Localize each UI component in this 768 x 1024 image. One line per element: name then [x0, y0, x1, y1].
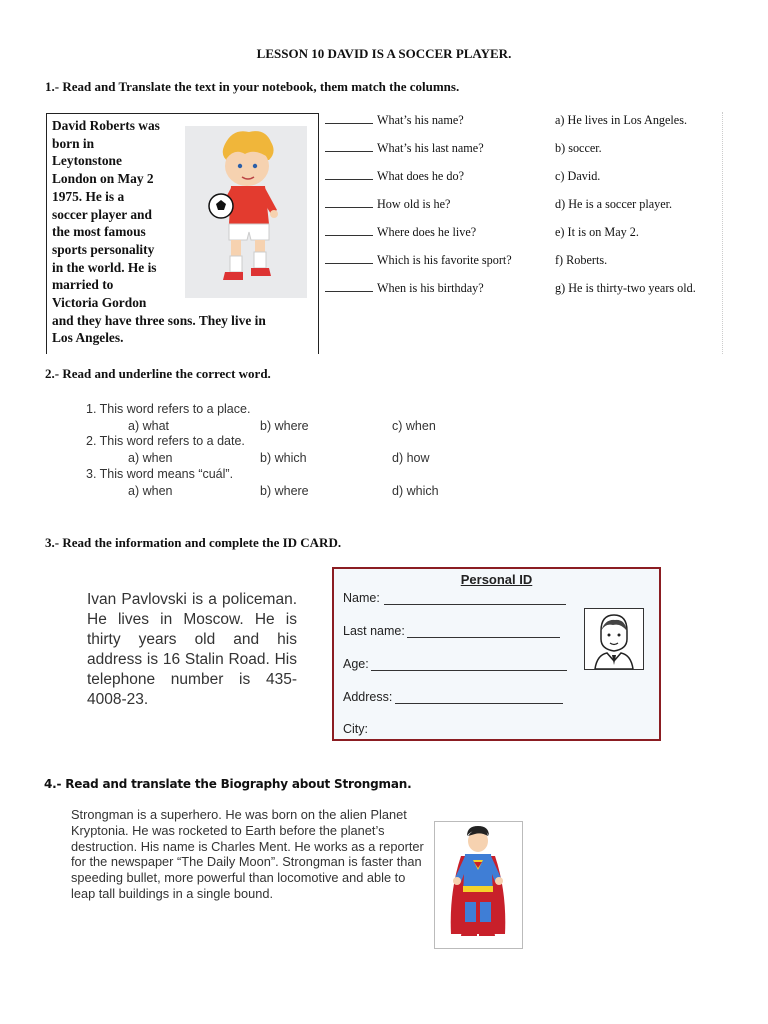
question-row — [325, 141, 555, 156]
exercise-option[interactable]: a) when — [128, 484, 173, 498]
question-row — [325, 225, 555, 240]
id-field-last-name[interactable] — [343, 624, 578, 638]
answer-blank[interactable] — [325, 169, 373, 180]
person-portrait-icon — [584, 608, 644, 670]
answer-blank[interactable] — [325, 197, 373, 208]
field-label: Last name: — [343, 624, 405, 638]
question-text: Which is his favorite sport? — [377, 253, 512, 267]
question-text: What does he do? — [377, 169, 464, 183]
answer-option: e) It is on May 2. — [555, 225, 639, 239]
id-field-age[interactable] — [343, 657, 578, 671]
answer-blank[interactable] — [325, 253, 373, 264]
answer-option: d) He is a soccer player. — [555, 197, 673, 211]
answer-option: f) Roberts. — [555, 253, 608, 267]
info-paragraph: Ivan Pavlovski is a policeman. He lives in Moscow. He is thirty years old and his address is 16 Stalin Road. His telephone number is 435-4008-23. — [87, 591, 297, 708]
story-line: soccer player and — [52, 206, 152, 222]
question-text: What’s his last name? — [377, 141, 484, 155]
soccer-boy-icon — [185, 126, 307, 298]
question-text: How old is he? — [377, 197, 451, 211]
exercise-option[interactable]: c) when — [392, 419, 436, 433]
answer-option: c) David. — [555, 169, 601, 183]
story-line: and they have three sons. They live in — [52, 312, 266, 328]
id-card-title: Personal ID — [460, 572, 533, 587]
story-line: David Roberts was — [52, 118, 160, 133]
page-title: LESSON 10 DAVID IS A SOCCER PLAYER. — [256, 46, 512, 61]
field-label: Address: — [343, 690, 393, 704]
exercise-option[interactable]: b) where — [260, 419, 309, 433]
exercise-option[interactable]: d) which — [392, 484, 439, 498]
exercise-option[interactable]: b) where — [260, 484, 309, 498]
field-label: Age: — [343, 657, 369, 671]
story-line: married to — [52, 277, 114, 293]
answer-option: g) He is thirty-two years old. — [555, 281, 696, 295]
question-row — [325, 169, 555, 184]
section4-heading: 4.- Read and translate the Biography about Strongman. — [44, 777, 412, 791]
section1-heading: 1.- Read and Translate the text in your notebook, them match the columns. — [45, 79, 460, 94]
question-row — [325, 197, 555, 212]
id-field-city[interactable] — [343, 722, 578, 736]
section3-heading: 3.- Read the information and complete the ID CARD. — [45, 535, 342, 550]
answer-option: b) soccer. — [555, 141, 602, 155]
story-line: born in — [52, 135, 95, 151]
story-line: in the world. He is — [52, 259, 157, 275]
answer-option: a) He lives in Los Angeles. — [555, 113, 688, 127]
answer-blank[interactable] — [325, 281, 373, 292]
section2-heading: 2.- Read and underline the correct word. — [45, 366, 271, 381]
field-label: City: — [343, 722, 368, 736]
question-row — [325, 253, 555, 268]
story-line: the most famous — [52, 224, 146, 240]
exercise-option[interactable]: a) what — [128, 419, 169, 433]
answer-blank[interactable] — [325, 225, 373, 236]
story-line: Victoria Gordon — [52, 295, 147, 311]
story-line: 1975. He is a — [52, 188, 125, 204]
story-line: sports personality — [52, 241, 155, 257]
exercise-question: 2. This word refers to a date. — [86, 434, 245, 448]
answer-blank[interactable] — [325, 113, 373, 124]
field-label: Name: — [343, 591, 380, 605]
id-field-name[interactable] — [343, 591, 578, 605]
question-row — [325, 113, 555, 128]
field-line[interactable] — [407, 625, 560, 638]
question-row — [325, 281, 555, 296]
question-text: When is his birthday? — [377, 281, 484, 295]
story-line: London on May 2 — [52, 171, 154, 187]
field-line[interactable] — [371, 658, 567, 671]
exercise-question: 3. This word means “cuál”. — [86, 467, 234, 481]
question-text: What’s his name? — [377, 113, 464, 127]
exercise-option[interactable]: a) when — [128, 451, 173, 465]
biography-paragraph: Strongman is a superhero. He was born on the alien Planet Kryptonia. He was rocketed to Earth before the planet’s destruction. His name is Charles Ment. He works as a reporter for the newspaper “The Daily Moon”. Strongman is faster than speeding bullet, more powerful than locomotive and able to leap tall buildings in a single bound. — [71, 807, 424, 901]
field-line[interactable] — [384, 592, 566, 605]
field-line[interactable] — [395, 691, 563, 704]
id-field-address[interactable] — [343, 690, 578, 704]
exercise-question: 1. This word refers to a place. — [86, 402, 251, 416]
answer-blank[interactable] — [325, 141, 373, 152]
superhero-icon — [434, 821, 523, 949]
question-text: Where does he live? — [377, 225, 477, 239]
exercise-option[interactable]: b) which — [260, 451, 307, 465]
story-line: Leytonstone — [52, 153, 122, 169]
story-line: Los Angeles. — [52, 330, 124, 346]
exercise-option[interactable]: d) how — [392, 451, 430, 465]
